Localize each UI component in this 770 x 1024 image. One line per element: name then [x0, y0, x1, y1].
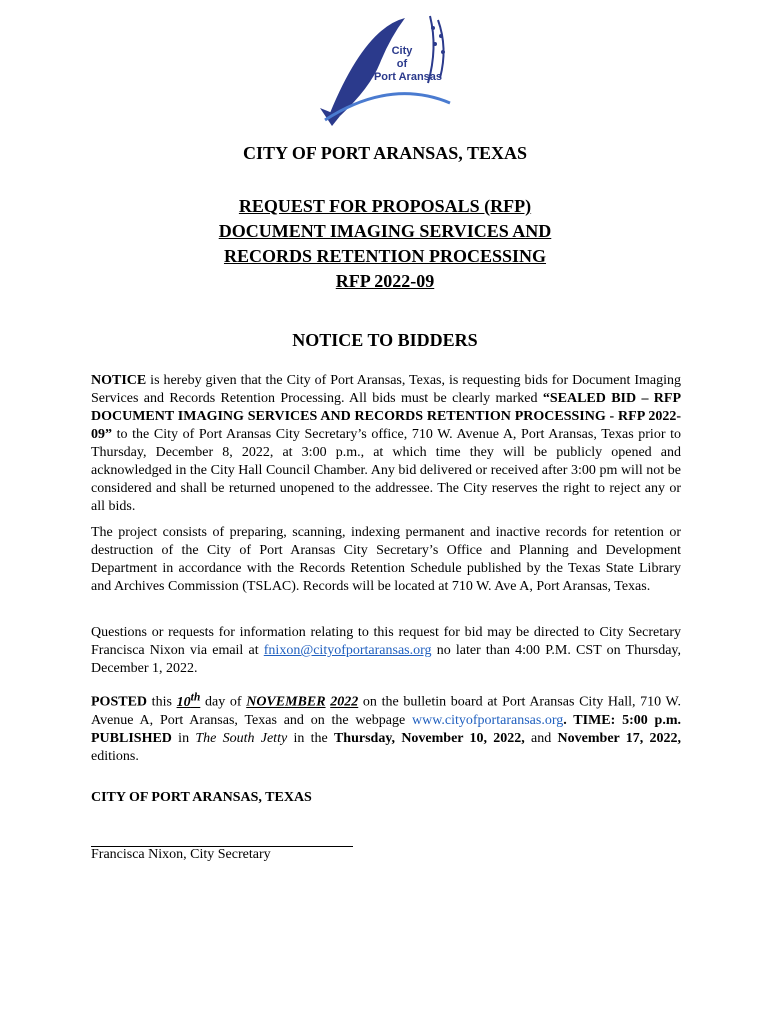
bid-marking: “SEALED BID – RFP DOCUMENT IMAGING SERVICES AND RECORDS RETENTION PROCESSING - RFP 2022-09” [91, 391, 681, 442]
posted-year: 2022 [330, 694, 359, 710]
posted-month: NOVEMBER [246, 694, 326, 710]
posted-day-sup: th [190, 690, 201, 703]
questions-text-b: no later than 4:00 P.M. CST on Thursday, December 1, 2022. [91, 643, 682, 676]
website-link[interactable]: www.cityofportaransas.org [411, 712, 564, 728]
logo-line2: of [396, 58, 408, 70]
signature-name: Francisca Nixon, City Secretary [91, 847, 271, 862]
notice-text-b: to the City of Port Aransas City Secretary’s office, 710 W. Avenue A, Port Aransas, Texas prior to Thursday, December 8, 2022, at 3:00 p.m., at which time they will be publicly opened and acknowledged in the City Hall Council Chamber. Any bid delivered or received after 3:00 pm will not be considered and shall be returned unopened to the addressee. The City reserves the right to reject any or all bids. [91, 427, 681, 514]
posted-day-of: day of [200, 694, 247, 710]
posted-day: 10 [176, 694, 191, 710]
posted-this: this [147, 694, 177, 710]
posted-editions: editions. [91, 748, 139, 764]
posted-in-the: in the [287, 730, 334, 746]
city-heading: CITY OF PORT ARANSAS, TEXAS [243, 143, 527, 163]
logo-line3: Port Aransas [373, 71, 443, 83]
questions-paragraph [91, 624, 681, 678]
posted-text-a: on the bulletin board at Port Aransas City Hall, 710 W. Avenue A, Port Aransas, Texas and on the webpage [91, 694, 681, 728]
logo-line1: City [391, 45, 413, 57]
publish-date-2: November 17, 2022, [557, 730, 682, 746]
notice-title: NOTICE TO BIDDERS [292, 330, 478, 350]
notice-paragraph [91, 372, 681, 516]
email-link[interactable]: fnixon@cityofportaransas.org [263, 643, 432, 658]
notice-lead: NOTICE [91, 373, 147, 388]
rfp-number: RFP 2022-09 [335, 271, 435, 291]
rfp-title-line3: RECORDS RETENTION PROCESSING [223, 246, 547, 266]
posted-paragraph [91, 688, 681, 766]
time-published: . TIME: 5:00 p.m. PUBLISHED [91, 712, 681, 746]
project-paragraph: The project consists of preparing, scanning, indexing permanent and inactive records for retention or destruction of the City of Port Aransas City Secretary’s Office and Planning and Development Department in accordance with the Records Retention Schedule published by the Texas State Library and Archives Commission (TSLAC). Records will be located at 710 W. Ave A, Port Aransas, Texas. [91, 525, 681, 594]
posted-in: in [171, 730, 196, 746]
publish-date-1: Thursday, November 10, 2022, [333, 730, 525, 746]
questions-text-a: Questions or requests for information relating to this request for bid may be directed to City Secretary Francisca Nixon via email at [91, 625, 681, 658]
notice-text-a: is hereby given that the City of Port Aransas, Texas, is requesting bids for Document Imaging Services and Records Retention Processing. All bids must be clearly marked [91, 373, 681, 406]
rfp-title-line2: DOCUMENT IMAGING SERVICES AND [218, 221, 552, 241]
rfp-title-line1: REQUEST FOR PROPOSALS (RFP) [238, 196, 532, 216]
city-logo [310, 8, 460, 128]
signature-org: CITY OF PORT ARANSAS, TEXAS [91, 790, 312, 805]
newspaper-name: The South Jetty [195, 730, 288, 746]
posted-label: POSTED [91, 694, 148, 710]
posted-and: and [524, 730, 558, 746]
